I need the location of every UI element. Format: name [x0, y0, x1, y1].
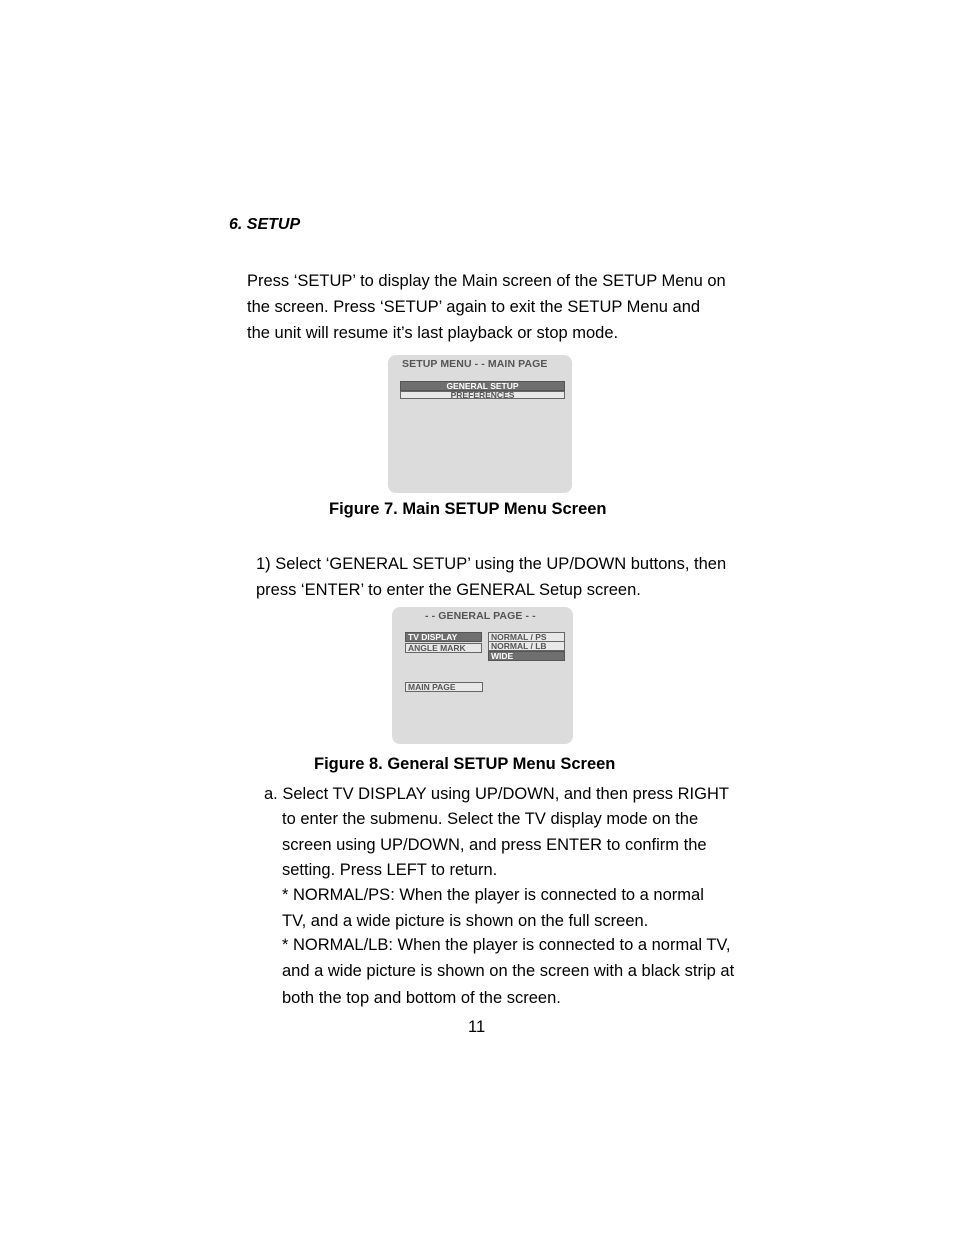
step-a-line-2: to enter the submenu. Select the TV display mode on the — [282, 810, 699, 828]
main-setup-menu-screen — [388, 355, 572, 493]
step-a-line-4: setting. Press LEFT to return. — [282, 861, 498, 879]
intro-line-2: the screen. Press ‘SETUP’ again to exit the SETUP Menu and — [247, 298, 701, 316]
intro-line-3: the unit will resume it’s last playback or stop mode. — [247, 324, 619, 342]
general-page-header: - - GENERAL PAGE - - — [425, 610, 536, 622]
step-a-line-9: both the top and bottom of the screen. — [282, 989, 561, 1007]
menu-item-preferences[interactable]: PREFERENCES — [400, 391, 565, 399]
menu-item-angle-mark[interactable]: ANGLE MARK — [405, 643, 482, 653]
option-normal-lb[interactable]: NORMAL / LB — [488, 641, 565, 651]
page-number: 11 — [468, 1018, 486, 1036]
menu-item-tv-display[interactable]: TV DISPLAY — [405, 632, 482, 642]
step-a-line-3: screen using UP/DOWN, and press ENTER to confirm the — [282, 836, 707, 854]
intro-line-1: Press ‘SETUP’ to display the Main screen of the SETUP Menu on — [247, 272, 726, 290]
step-a-line-7: * NORMAL/LB: When the player is connected to a normal TV, — [282, 936, 731, 954]
main-setup-menu-header: SETUP MENU - - MAIN PAGE — [402, 358, 548, 370]
general-setup-menu-screen — [392, 607, 573, 744]
option-normal-ps[interactable]: NORMAL / PS — [488, 632, 565, 642]
step-a-line-6: TV, and a wide picture is shown on the full screen. — [282, 912, 649, 930]
step-a-line-5: * NORMAL/PS: When the player is connected to a normal — [282, 886, 704, 904]
menu-item-general-setup[interactable]: GENERAL SETUP — [400, 381, 565, 391]
step-1-line-2: press ‘ENTER’ to enter the GENERAL Setup screen. — [256, 581, 641, 599]
section-title: 6. SETUP — [229, 216, 301, 233]
menu-item-main-page[interactable]: MAIN PAGE — [405, 682, 483, 692]
step-1-line-1: 1) Select ‘GENERAL SETUP’ using the UP/DOWN buttons, then — [256, 555, 727, 573]
step-a-line-1: a. Select TV DISPLAY using UP/DOWN, and then press RIGHT — [264, 785, 729, 803]
figure-8-caption: Figure 8. General SETUP Menu Screen — [314, 755, 616, 773]
step-a-line-8: and a wide picture is shown on the screen with a black strip at — [282, 962, 735, 980]
option-wide[interactable]: WIDE — [488, 651, 565, 661]
figure-7-caption: Figure 7. Main SETUP Menu Screen — [329, 500, 607, 518]
